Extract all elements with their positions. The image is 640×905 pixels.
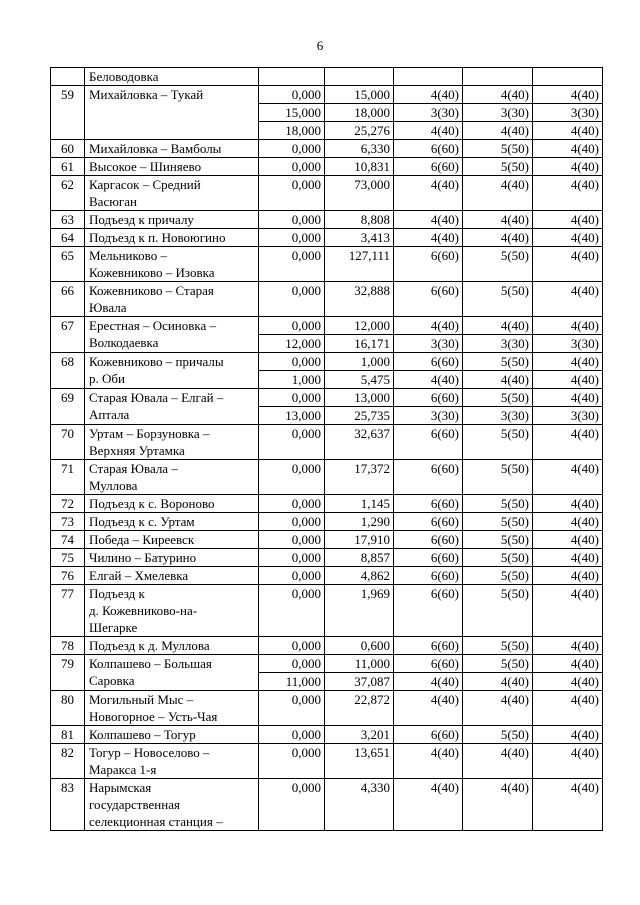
start-km: 0,000 bbox=[259, 744, 325, 779]
value-col-3: 4(40) bbox=[533, 585, 603, 637]
value-col-2: 5(50) bbox=[463, 549, 533, 567]
road-name: Подъезд к причалу bbox=[85, 211, 259, 229]
value-col-1: 6(60) bbox=[394, 140, 463, 158]
value-col-1: 6(60) bbox=[394, 158, 463, 176]
road-name: Старая Ювала – Муллова bbox=[85, 460, 259, 495]
value-col-1: 4(40) bbox=[394, 673, 463, 691]
end-km: 3,201 bbox=[325, 726, 394, 744]
start-km: 0,000 bbox=[259, 176, 325, 211]
value-col-3: 4(40) bbox=[533, 140, 603, 158]
row-number: 81 bbox=[51, 726, 85, 744]
road-name: Подъезд к д. Муллова bbox=[85, 637, 259, 655]
road-name: Высокое – Шиняево bbox=[85, 158, 259, 176]
road-name: Победа – Киреевск bbox=[85, 531, 259, 549]
end-km: 1,969 bbox=[325, 585, 394, 637]
table-row bbox=[51, 140, 603, 158]
row-number: 70 bbox=[51, 425, 85, 460]
road-name: Михайловка – Вамболы bbox=[85, 140, 259, 158]
start-km: 1,000 bbox=[259, 371, 325, 389]
value-col-2: 4(40) bbox=[463, 317, 533, 335]
row-number: 75 bbox=[51, 549, 85, 567]
value-col-2: 4(40) bbox=[463, 86, 533, 104]
start-km: 11,000 bbox=[259, 673, 325, 691]
road-name: Подъезд к с. Вороново bbox=[85, 495, 259, 513]
value-col-3: 4(40) bbox=[533, 655, 603, 673]
table-row bbox=[51, 353, 603, 371]
end-km: 8,808 bbox=[325, 211, 394, 229]
table-row bbox=[51, 513, 603, 531]
table-row bbox=[51, 567, 603, 585]
start-km: 0,000 bbox=[259, 549, 325, 567]
start-km: 0,000 bbox=[259, 86, 325, 104]
start-km: 0,000 bbox=[259, 247, 325, 282]
row-number: 79 bbox=[51, 655, 85, 691]
table-row bbox=[51, 176, 603, 211]
road-name: Тогур – Новоселово – Маракса 1-я bbox=[85, 744, 259, 779]
row-number: 71 bbox=[51, 460, 85, 495]
value-col-3: 4(40) bbox=[533, 567, 603, 585]
end-km: 4,330 bbox=[325, 779, 394, 831]
value-col-3: 4(40) bbox=[533, 353, 603, 371]
end-km: 8,857 bbox=[325, 549, 394, 567]
value-col-3: 3(30) bbox=[533, 104, 603, 122]
end-km: 1,145 bbox=[325, 495, 394, 513]
value-col-1: 6(60) bbox=[394, 655, 463, 673]
value-col-3: 4(40) bbox=[533, 86, 603, 104]
end-km: 5,475 bbox=[325, 371, 394, 389]
table-row bbox=[51, 637, 603, 655]
start-km: 0,000 bbox=[259, 726, 325, 744]
start-km: 0,000 bbox=[259, 229, 325, 247]
value-col-3: 4(40) bbox=[533, 122, 603, 140]
roads-table bbox=[50, 67, 603, 831]
row-number: 74 bbox=[51, 531, 85, 549]
row-number: 80 bbox=[51, 691, 85, 726]
value-col-1: 6(60) bbox=[394, 247, 463, 282]
table-row bbox=[51, 549, 603, 567]
value-col-3: 4(40) bbox=[533, 673, 603, 691]
road-name: Старая Ювала – Елгай – Аптала bbox=[85, 389, 259, 425]
value-col-1: 4(40) bbox=[394, 122, 463, 140]
end-km: 32,637 bbox=[325, 425, 394, 460]
value-col-2: 5(50) bbox=[463, 282, 533, 317]
value-col-1: 6(60) bbox=[394, 726, 463, 744]
value-col-1: 4(40) bbox=[394, 86, 463, 104]
value-col-2: 5(50) bbox=[463, 158, 533, 176]
end-km: 10,831 bbox=[325, 158, 394, 176]
row-number: 60 bbox=[51, 140, 85, 158]
value-col-3: 4(40) bbox=[533, 531, 603, 549]
value-col-2: 4(40) bbox=[463, 779, 533, 831]
table-row bbox=[51, 691, 603, 726]
road-name: Нарымская государственная селекционная станция – bbox=[85, 779, 259, 831]
value-col-2: 5(50) bbox=[463, 247, 533, 282]
value-col-1: 4(40) bbox=[394, 211, 463, 229]
road-name: Кожевниково – Старая Ювала bbox=[85, 282, 259, 317]
start-km: 15,000 bbox=[259, 104, 325, 122]
end-km: 25,276 bbox=[325, 122, 394, 140]
road-name: Подъезд к д. Кожевниково-на- Шегарке bbox=[85, 585, 259, 637]
end-km: 73,000 bbox=[325, 176, 394, 211]
value-col-3: 4(40) bbox=[533, 317, 603, 335]
end-km: 25,735 bbox=[325, 407, 394, 425]
value-col-1: 6(60) bbox=[394, 389, 463, 407]
value-col-2: 4(40) bbox=[463, 371, 533, 389]
road-name: Подъезд к п. Новоюгино bbox=[85, 229, 259, 247]
end-km: 37,087 bbox=[325, 673, 394, 691]
table-row bbox=[51, 317, 603, 335]
start-km: 0,000 bbox=[259, 282, 325, 317]
row-number: 59 bbox=[51, 86, 85, 140]
table-row bbox=[51, 744, 603, 779]
value-col-2: 5(50) bbox=[463, 425, 533, 460]
row-number: 69 bbox=[51, 389, 85, 425]
value-col-3 bbox=[533, 68, 603, 86]
road-name: Подъезд к с. Уртам bbox=[85, 513, 259, 531]
start-km: 0,000 bbox=[259, 158, 325, 176]
value-col-1: 3(30) bbox=[394, 104, 463, 122]
row-number: 77 bbox=[51, 585, 85, 637]
row-number: 61 bbox=[51, 158, 85, 176]
end-km: 22,872 bbox=[325, 691, 394, 726]
row-number: 76 bbox=[51, 567, 85, 585]
end-km: 15,000 bbox=[325, 86, 394, 104]
row-number: 73 bbox=[51, 513, 85, 531]
row-number: 78 bbox=[51, 637, 85, 655]
table-row bbox=[51, 779, 603, 831]
value-col-3: 3(30) bbox=[533, 407, 603, 425]
value-col-3: 4(40) bbox=[533, 176, 603, 211]
end-km: 32,888 bbox=[325, 282, 394, 317]
table-row bbox=[51, 211, 603, 229]
end-km: 11,000 bbox=[325, 655, 394, 673]
value-col-3: 4(40) bbox=[533, 726, 603, 744]
value-col-1: 6(60) bbox=[394, 567, 463, 585]
value-col-1: 4(40) bbox=[394, 371, 463, 389]
value-col-3: 4(40) bbox=[533, 744, 603, 779]
row-number: 82 bbox=[51, 744, 85, 779]
end-km bbox=[325, 68, 394, 86]
start-km: 18,000 bbox=[259, 122, 325, 140]
value-col-2: 4(40) bbox=[463, 211, 533, 229]
start-km: 0,000 bbox=[259, 460, 325, 495]
row-number: 72 bbox=[51, 495, 85, 513]
row-number: 66 bbox=[51, 282, 85, 317]
page-number: 6 bbox=[316, 38, 324, 53]
value-col-2: 5(50) bbox=[463, 460, 533, 495]
table-row bbox=[51, 389, 603, 407]
row-number: 62 bbox=[51, 176, 85, 211]
table-row bbox=[51, 531, 603, 549]
table-row bbox=[51, 158, 603, 176]
road-name: Михайловка – Тукай bbox=[85, 86, 259, 140]
end-km: 18,000 bbox=[325, 104, 394, 122]
end-km: 13,000 bbox=[325, 389, 394, 407]
row-number: 67 bbox=[51, 317, 85, 353]
value-col-2 bbox=[463, 68, 533, 86]
value-col-1: 6(60) bbox=[394, 353, 463, 371]
value-col-2: 4(40) bbox=[463, 691, 533, 726]
value-col-2: 4(40) bbox=[463, 176, 533, 211]
end-km: 127,111 bbox=[325, 247, 394, 282]
road-name: Чилино – Батурино bbox=[85, 549, 259, 567]
table-row bbox=[51, 229, 603, 247]
end-km: 0,600 bbox=[325, 637, 394, 655]
value-col-1: 6(60) bbox=[394, 585, 463, 637]
value-col-3: 4(40) bbox=[533, 513, 603, 531]
end-km: 12,000 bbox=[325, 317, 394, 335]
value-col-2: 5(50) bbox=[463, 726, 533, 744]
value-col-1: 6(60) bbox=[394, 495, 463, 513]
road-name: Могильный Мыс – Новогорное – Усть-Чая bbox=[85, 691, 259, 726]
start-km: 0,000 bbox=[259, 585, 325, 637]
table-row bbox=[51, 425, 603, 460]
value-col-1: 4(40) bbox=[394, 691, 463, 726]
row-number bbox=[51, 68, 85, 86]
table-row bbox=[51, 726, 603, 744]
start-km: 13,000 bbox=[259, 407, 325, 425]
value-col-1: 6(60) bbox=[394, 531, 463, 549]
value-col-2: 5(50) bbox=[463, 140, 533, 158]
value-col-2: 5(50) bbox=[463, 531, 533, 549]
road-name: Беловодовка bbox=[85, 68, 259, 86]
end-km: 17,910 bbox=[325, 531, 394, 549]
end-km: 3,413 bbox=[325, 229, 394, 247]
value-col-3: 3(30) bbox=[533, 335, 603, 353]
start-km: 0,000 bbox=[259, 567, 325, 585]
start-km: 0,000 bbox=[259, 495, 325, 513]
value-col-1: 3(30) bbox=[394, 335, 463, 353]
road-name: Каргасок – Средний Васюган bbox=[85, 176, 259, 211]
value-col-1: 6(60) bbox=[394, 425, 463, 460]
end-km: 6,330 bbox=[325, 140, 394, 158]
value-col-1: 6(60) bbox=[394, 637, 463, 655]
table-row bbox=[51, 495, 603, 513]
table-row bbox=[51, 585, 603, 637]
end-km: 4,862 bbox=[325, 567, 394, 585]
value-col-3: 4(40) bbox=[533, 691, 603, 726]
value-col-3: 4(40) bbox=[533, 229, 603, 247]
value-col-2: 3(30) bbox=[463, 104, 533, 122]
value-col-3: 4(40) bbox=[533, 495, 603, 513]
row-number: 64 bbox=[51, 229, 85, 247]
value-col-2: 4(40) bbox=[463, 673, 533, 691]
value-col-3: 4(40) bbox=[533, 425, 603, 460]
value-col-3: 4(40) bbox=[533, 158, 603, 176]
road-name: Колпашево – Большая Саровка bbox=[85, 655, 259, 691]
start-km: 0,000 bbox=[259, 691, 325, 726]
table-row bbox=[51, 86, 603, 104]
value-col-2: 4(40) bbox=[463, 122, 533, 140]
value-col-3: 4(40) bbox=[533, 779, 603, 831]
road-name: Мельниково – Кожевниково – Изовка bbox=[85, 247, 259, 282]
road-name: Колпашево – Тогур bbox=[85, 726, 259, 744]
start-km: 0,000 bbox=[259, 655, 325, 673]
start-km: 0,000 bbox=[259, 211, 325, 229]
value-col-2: 5(50) bbox=[463, 567, 533, 585]
value-col-3: 4(40) bbox=[533, 247, 603, 282]
row-number: 83 bbox=[51, 779, 85, 831]
start-km: 0,000 bbox=[259, 637, 325, 655]
row-number: 63 bbox=[51, 211, 85, 229]
end-km: 17,372 bbox=[325, 460, 394, 495]
table-row bbox=[51, 282, 603, 317]
road-name: Кожевниково – причалы р. Оби bbox=[85, 353, 259, 389]
value-col-3: 4(40) bbox=[533, 211, 603, 229]
start-km: 0,000 bbox=[259, 317, 325, 335]
value-col-1: 4(40) bbox=[394, 744, 463, 779]
value-col-2: 5(50) bbox=[463, 585, 533, 637]
value-col-2: 5(50) bbox=[463, 513, 533, 531]
road-name: Уртам – Борзуновка – Верхняя Уртамка bbox=[85, 425, 259, 460]
value-col-1: 4(40) bbox=[394, 317, 463, 335]
row-number: 68 bbox=[51, 353, 85, 389]
end-km: 16,171 bbox=[325, 335, 394, 353]
start-km bbox=[259, 68, 325, 86]
start-km: 0,000 bbox=[259, 513, 325, 531]
value-col-3: 4(40) bbox=[533, 460, 603, 495]
end-km: 1,000 bbox=[325, 353, 394, 371]
row-number: 65 bbox=[51, 247, 85, 282]
value-col-3: 4(40) bbox=[533, 637, 603, 655]
value-col-1: 4(40) bbox=[394, 229, 463, 247]
value-col-1: 6(60) bbox=[394, 282, 463, 317]
value-col-1: 6(60) bbox=[394, 460, 463, 495]
table-row bbox=[51, 68, 603, 86]
table-row bbox=[51, 655, 603, 673]
table-row bbox=[51, 247, 603, 282]
value-col-1: 6(60) bbox=[394, 513, 463, 531]
value-col-2: 5(50) bbox=[463, 495, 533, 513]
start-km: 12,000 bbox=[259, 335, 325, 353]
value-col-2: 5(50) bbox=[463, 389, 533, 407]
value-col-3: 4(40) bbox=[533, 371, 603, 389]
start-km: 0,000 bbox=[259, 353, 325, 371]
table-body bbox=[51, 68, 603, 831]
end-km: 13,651 bbox=[325, 744, 394, 779]
value-col-2: 5(50) bbox=[463, 655, 533, 673]
value-col-1: 4(40) bbox=[394, 779, 463, 831]
start-km: 0,000 bbox=[259, 531, 325, 549]
table-row bbox=[51, 460, 603, 495]
end-km: 1,290 bbox=[325, 513, 394, 531]
value-col-2: 4(40) bbox=[463, 229, 533, 247]
start-km: 0,000 bbox=[259, 389, 325, 407]
value-col-2: 5(50) bbox=[463, 637, 533, 655]
value-col-3: 4(40) bbox=[533, 282, 603, 317]
value-col-2: 3(30) bbox=[463, 335, 533, 353]
value-col-2: 3(30) bbox=[463, 407, 533, 425]
road-name: Елгай – Хмелевка bbox=[85, 567, 259, 585]
value-col-1: 6(60) bbox=[394, 549, 463, 567]
value-col-1: 3(30) bbox=[394, 407, 463, 425]
road-name: Ерестная – Осиновка – Волкодаевка bbox=[85, 317, 259, 353]
start-km: 0,000 bbox=[259, 779, 325, 831]
value-col-1: 4(40) bbox=[394, 176, 463, 211]
value-col-3: 4(40) bbox=[533, 549, 603, 567]
value-col-2: 5(50) bbox=[463, 353, 533, 371]
value-col-2: 4(40) bbox=[463, 744, 533, 779]
start-km: 0,000 bbox=[259, 140, 325, 158]
start-km: 0,000 bbox=[259, 425, 325, 460]
value-col-1 bbox=[394, 68, 463, 86]
value-col-3: 4(40) bbox=[533, 389, 603, 407]
